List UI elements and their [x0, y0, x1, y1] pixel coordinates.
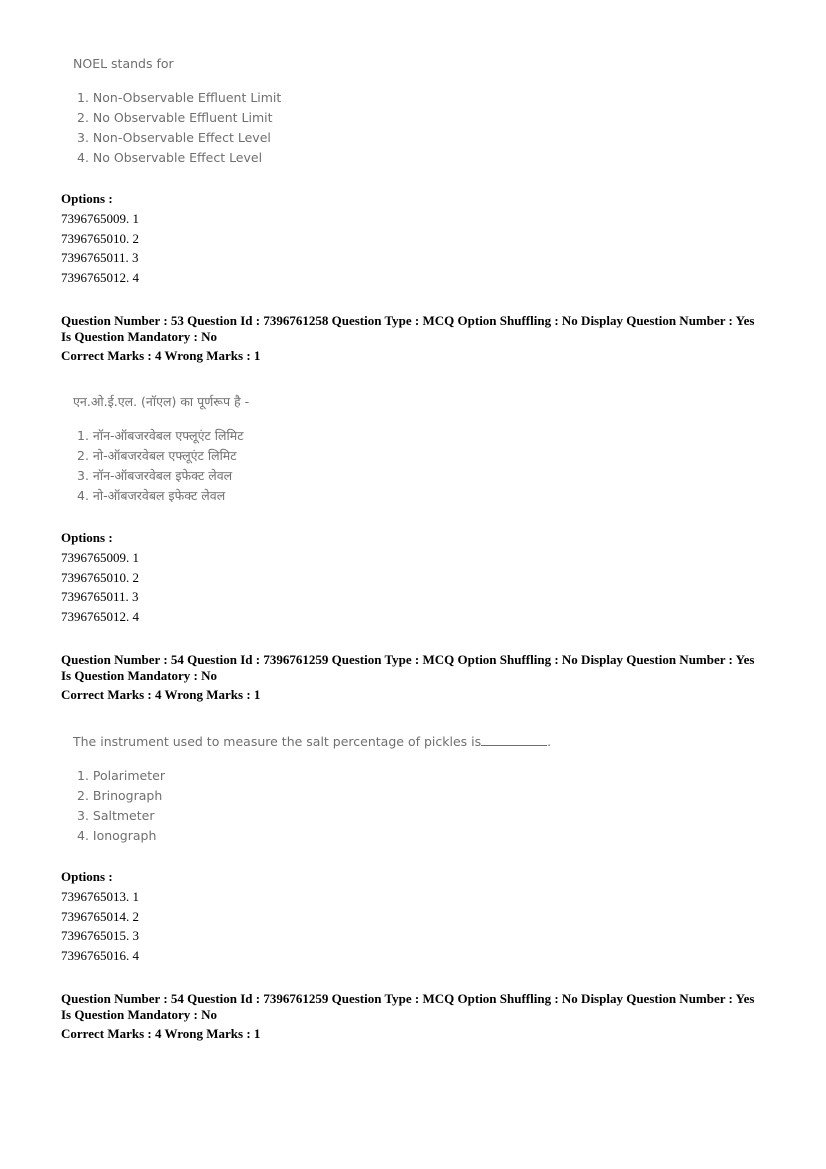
- q54-image-option-1: 1. Polarimeter: [77, 768, 165, 783]
- option-id-item: 7396765012. 4: [61, 609, 139, 625]
- q53-image-options: [73, 426, 249, 506]
- q54-stem-end: .: [547, 734, 552, 749]
- mandatory-line: Is Question Mandatory : No: [61, 329, 218, 344]
- q53-image-option-2: 2. नो-ऑबजरवेबल एफ्लूएंट लिमिट: [77, 448, 237, 463]
- option-id-item: 7396765010. 2: [61, 230, 139, 246]
- q54-image-option-2: 2. Brinograph: [77, 788, 163, 803]
- marks-line: Correct Marks : 4 Wrong Marks : 1: [61, 687, 261, 702]
- marks-line: Correct Marks : 4 Wrong Marks : 1: [61, 348, 261, 363]
- option-id-item: 7396765009. 1: [61, 549, 139, 565]
- q54-meta: [61, 652, 781, 703]
- option-id-item: 7396765013. 1: [61, 888, 139, 904]
- q53-meta: [61, 313, 781, 364]
- options-header: Options :: [61, 191, 113, 206]
- q54-image-option-4: 4. Ionograph: [77, 828, 157, 843]
- q53-question-image: [73, 394, 249, 506]
- answer-blank: [481, 734, 547, 746]
- option-id-item: 7396765009. 1: [61, 210, 139, 226]
- q52-options-list: [61, 189, 139, 288]
- option-id-item: 7396765016. 4: [61, 948, 139, 964]
- q54-image-option-3: 3. Saltmeter: [77, 808, 155, 823]
- options-header: Options :: [61, 530, 113, 545]
- q53-image-option-3: 3. नॉन-ऑबजरवेबल इफेक्ट लेवल: [77, 468, 233, 483]
- mandatory-line: Is Question Mandatory : No: [61, 1007, 218, 1022]
- q53-image-option-1: 1. नॉन-ऑबजरवेबल एफ्लूएंट लिमिट: [77, 428, 244, 443]
- q54-image-options: [73, 766, 551, 846]
- option-id-item: 7396765015. 3: [61, 928, 139, 944]
- marks-line: Correct Marks : 4 Wrong Marks : 1: [61, 1026, 261, 1041]
- question-info-line: Question Number : 54 Question Id : 7396761259 Question Type : MCQ Option Shuffling : No Display Question Number : Yes: [61, 652, 755, 667]
- q53-image-option-4: 4. नो-ऑबजरवेबल इफेक्ट लेवल: [77, 488, 226, 503]
- q54-question-image: [73, 734, 551, 846]
- option-id-item: 7396765010. 2: [61, 569, 139, 585]
- q54-stem: [73, 734, 551, 750]
- q52-image-options: [73, 88, 281, 168]
- q53-options-list: [61, 528, 139, 627]
- option-id-item: 7396765012. 4: [61, 270, 139, 286]
- question-info-line: Question Number : 54 Question Id : 7396761259 Question Type : MCQ Option Shuffling : No Display Question Number : Yes: [61, 991, 755, 1006]
- option-id-item: 7396765014. 2: [61, 908, 139, 924]
- q54b-meta: [61, 991, 781, 1042]
- q54-options-list: [61, 867, 139, 966]
- mandatory-line: Is Question Mandatory : No: [61, 668, 218, 683]
- options-header: Options :: [61, 869, 113, 884]
- option-id-item: 7396765011. 3: [61, 250, 139, 266]
- q54-stem-text: The instrument used to measure the salt percentage of pickles is: [73, 734, 482, 749]
- option-id-item: 7396765011. 3: [61, 589, 139, 605]
- q52-image-option-2: 2. No Observable Effluent Limit: [77, 110, 273, 125]
- question-info-line: Question Number : 53 Question Id : 7396761258 Question Type : MCQ Option Shuffling : No Display Question Number : Yes: [61, 313, 755, 328]
- q52-image-option-4: 4. No Observable Effect Level: [77, 150, 263, 165]
- q53-stem: एन.ओ.ई.एल. (नॉएल) का पूर्णरूप है -: [73, 394, 250, 409]
- q52-image-option-3: 3. Non-Observable Effect Level: [77, 130, 271, 145]
- q52-image-option-1: 1. Non-Observable Effluent Limit: [77, 90, 282, 105]
- q52-stem: NOEL stands for: [73, 56, 174, 71]
- q52-question-image: [73, 56, 281, 168]
